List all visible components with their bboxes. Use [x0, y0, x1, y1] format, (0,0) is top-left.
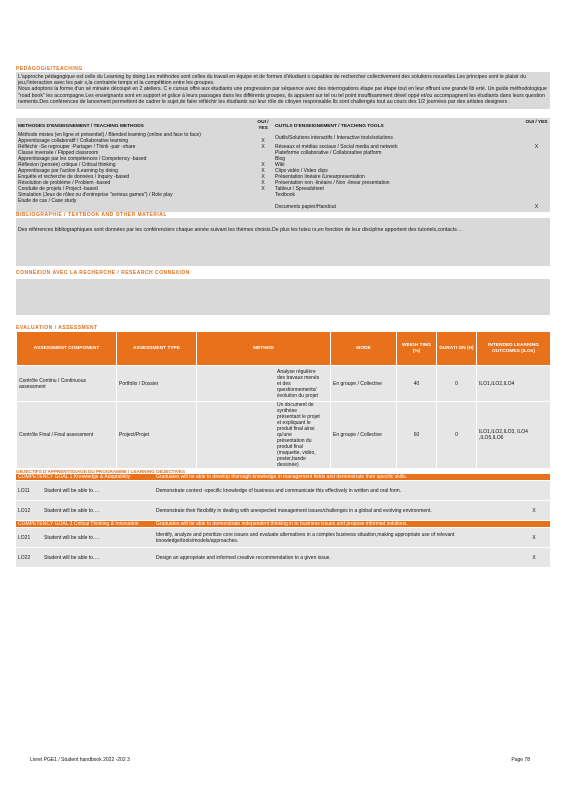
evaluation-cell: 40	[397, 366, 437, 402]
bibliography-box	[16, 218, 550, 266]
methods-table	[16, 120, 550, 210]
objective-check: X	[518, 501, 550, 521]
bibliography-title: BIBLIOGRAPHIE / TEXTBOOK AND OTHER MATERIAL	[16, 212, 167, 219]
evaluation-row	[17, 366, 551, 402]
objective-lead: Student will be able to….	[42, 528, 154, 548]
tool-label: Présentation linéaire /Linearpresentation	[275, 174, 365, 181]
method-label: Apprentissage collaboratif / Collaborative learning	[18, 138, 129, 145]
method-label: Etude de cas / Case study	[18, 198, 77, 205]
method-label: Classe inversée / Flipped classroom	[18, 150, 99, 157]
tool-label: Présentation non -linéaire / Non -linear presentation	[275, 180, 390, 187]
method-label: Méthode mixtes (en ligne et présentiel) / Blended learning (online and face to face)	[18, 132, 201, 139]
evaluation-header-4: WEIGH TING (%)	[397, 332, 437, 366]
objectives-title: OBJECTIFS D'APPRENTISSAGE DU PROGRAMME / LEARNING OBJECTIVES	[16, 469, 186, 475]
objective-check	[518, 481, 550, 501]
pedagogy-paragraph-2: Nous adoptons la forme d'un sé minaire découpé en 2 ateliers. C e cursus offre aux étudiants une progression par séquence avec des interrogations étape par étape tout en leur offrant une grande lib erté. Un guide méthodologique "road book" les accompagne.Les enseignants sont en support et grâce à leurs passages dans les différents groupes, ils appuient sur tel ou tel point insuffisamment dével oppé et/ou accompagnent les étudiants dans leurs question nements.Des conférences de lancement permettent de cadrer le sujet,de faire réfléchir les étudiants sur leur rôle de citoyen responsable.Ils sont challengés tout au cours des 1/2 journées par des artistes designers .	[18, 86, 547, 105]
competency-goal-label: COMPETENCY GOAL 1 Knowledge & Adaptability	[16, 474, 154, 481]
method-label: Résolution de problème / Problem -based	[18, 180, 111, 187]
evaluation-header-0: ASSESSMENT COMPONENT	[17, 332, 117, 366]
pedagogy-box	[16, 72, 550, 109]
objective-check: X	[518, 528, 550, 548]
method-label: Simulation (Jeux de rôles ou d'entreprise "serious games") / Role play	[18, 192, 173, 199]
evaluation-header-2: METHOD	[197, 332, 331, 366]
objective-lead: Student will be able to….	[42, 501, 154, 521]
evaluation-cell: Un document de synthèse présentant le projet et expliquant le produit final ainsi qu'une présentation du produit final (maquette, vidéo, poster,bande dessinée)	[197, 402, 331, 469]
method-label: Réfléchir -Se regrouper -Partager / Think -pair -share	[18, 144, 136, 151]
evaluation-table	[16, 331, 551, 469]
evaluation-row	[17, 402, 551, 469]
tool-check: X	[534, 144, 539, 151]
method-check: X	[261, 168, 265, 175]
pedagogy-title: PEDAGOGIE/TEACHING	[16, 66, 83, 72]
method-check: X	[261, 138, 265, 145]
methods-yes-header: OUI / YES	[257, 120, 269, 132]
learning-objective-row	[16, 548, 550, 568]
objective-text: Identify, analyze and prioritize core issues and evaluate alternatives in a complex business situation,making appropriate use of relevant knowledge/tools/models/approaches.	[154, 528, 518, 548]
competency-goal-row	[16, 521, 550, 528]
tool-label: Textbook	[275, 192, 296, 199]
objective-lead: Student will be able to….	[42, 548, 154, 568]
evaluation-header-1: ASSESSMENT TYPE	[117, 332, 197, 366]
tool-label: Plateforme collaborative / Collaborative platform	[275, 150, 382, 157]
methods-box	[16, 118, 550, 212]
bibliography-text: Des références bibliographiques sont données par les conférenciers chaque année suivant les thèmes choisis.De plus les tuteu rs,en fonction de leur discipline apportent des tutoriels,contacts…	[18, 227, 463, 234]
evaluation-cell: Project/Projet	[117, 402, 197, 469]
objective-code: LO21	[16, 528, 42, 548]
objective-text: Demonstrate context -specific knowledge of business and communicate this effectively in written and oral form.	[154, 481, 518, 501]
objective-lead: Student will be able to….	[42, 481, 154, 501]
method-label: Conduite de projets / Project -based	[18, 186, 98, 193]
method-check: X	[261, 144, 265, 151]
evaluation-title: EVALUATION / ASSESSMENT	[16, 325, 98, 332]
evaluation-cell: En groupe / Collective	[331, 366, 397, 402]
pedagogy-paragraph-1: L'approche pédagogique est celle du Learning by doing.Les méthodes sont celles du travail en équipe et de formes d'étudiant s capables de rechercher collectivement des solutions nouvelles.Les principes sont le plaisir du jeu,l'interaction avec les pair s,la contrainte temps et la compétition entre les groupes.	[18, 74, 527, 87]
method-label: Apprentissage par les compétences / Competency -based	[18, 156, 147, 163]
method-label: Réflexion (pensée) critique / Critical thinking	[18, 162, 116, 169]
evaluation-cell: Contrôle Continu / Continuous assessment	[17, 366, 117, 402]
evaluation-cell: 60	[397, 402, 437, 469]
evaluation-cell: 0	[437, 366, 477, 402]
research-title: CONNEXION AVEC LA RECHERCHE / RESEARCH CONNEXION	[16, 270, 190, 277]
learning-objective-row	[16, 528, 550, 548]
tool-check: X	[534, 204, 539, 211]
tool-label: Wiki	[275, 162, 285, 169]
objective-code: LO11	[16, 481, 42, 501]
competency-goal-label: COMPETENCY GOAL 2 Critical Thinking & Innovation	[16, 521, 154, 528]
tools-yes-header: OUI / YES	[525, 120, 548, 126]
objective-check: X	[518, 548, 550, 568]
research-box	[16, 279, 550, 315]
evaluation-cell: Contrôle Final / Final assessment	[17, 402, 117, 469]
tools-list	[273, 132, 550, 210]
method-check	[253, 198, 273, 204]
footer	[30, 757, 530, 763]
page-number: Page 78	[511, 757, 530, 763]
objective-text: Design an appropriate and informed creative recommendation to a given issue.	[154, 548, 518, 568]
method-check: X	[261, 174, 265, 181]
evaluation-cell: ILO1,ILO2,ILO4	[477, 366, 551, 402]
evaluation-header-5: DURATI ON (H)	[437, 332, 477, 366]
competency-goal-text: Graduates will be able to develop thorough knowledge in management fields and demonstrate their specific skills.	[154, 474, 550, 481]
tool-label: Clips vidéo / Video clips	[275, 168, 328, 175]
method-label: Apprentissage par l'action /Learning by doing	[18, 168, 118, 175]
evaluation-cell: 0	[437, 402, 477, 469]
tool-label: Tableur / Spreadsheet	[275, 186, 324, 193]
learning-objective-row	[16, 501, 550, 521]
competency-goal-text: Graduates will be able to demonstrate independent thinking in to business issues and propose informed solutions.	[154, 521, 550, 528]
evaluation-cell: Analyse régulière des travaux menés et des questionnements/évolution du projet	[197, 366, 331, 402]
tool-label: Réseaux et médias sociaux / Social media and network	[275, 144, 398, 151]
learning-objective-row	[16, 481, 550, 501]
objective-code: LO12	[16, 501, 42, 521]
method-check: X	[261, 186, 265, 193]
evaluation-header-6: INTENDED LEARNING OUTCOMES (ILOs)	[477, 332, 551, 366]
page-content	[16, 66, 550, 568]
tool-label: Outils/Solutions interactifs / Interactive tools/solutions	[275, 135, 393, 142]
objective-code: LO22	[16, 548, 42, 568]
method-check: X	[261, 162, 265, 169]
method-row	[16, 198, 273, 204]
tools-header: OUTILS D'ENSEIGNEMENT / TEACHING TOOLS	[275, 124, 384, 130]
evaluation-cell: Portfolio / Dossier	[117, 366, 197, 402]
methods-header: METHODES D'ENSEIGNEMENT / TEACHING METHODS	[18, 124, 144, 130]
methods-list	[16, 132, 273, 204]
method-check: X	[261, 180, 265, 187]
evaluation-cell: ILO1,ILO2,ILO3, ILO4 ,ILO5,ILO6	[477, 402, 551, 469]
tool-row	[273, 198, 550, 210]
tool-row	[273, 132, 550, 144]
objective-text: Demonstrate their flexibility in dealing with unexpected management issues/challenges in a global and evolving environment.	[154, 501, 518, 521]
evaluation-cell: En groupe / Collective	[331, 402, 397, 469]
tool-label: Blog	[275, 156, 286, 163]
tool-label: Documents papier/Handout	[275, 204, 336, 211]
objectives-table	[16, 474, 550, 568]
footer-handbook: Livret PGE1 / Student handbook 2022 -202 3	[30, 757, 130, 763]
evaluation-header-3: MODE	[331, 332, 397, 366]
method-label: Enquête et recherche de données / Inquiry -based	[18, 174, 130, 181]
tool-check	[523, 132, 550, 144]
